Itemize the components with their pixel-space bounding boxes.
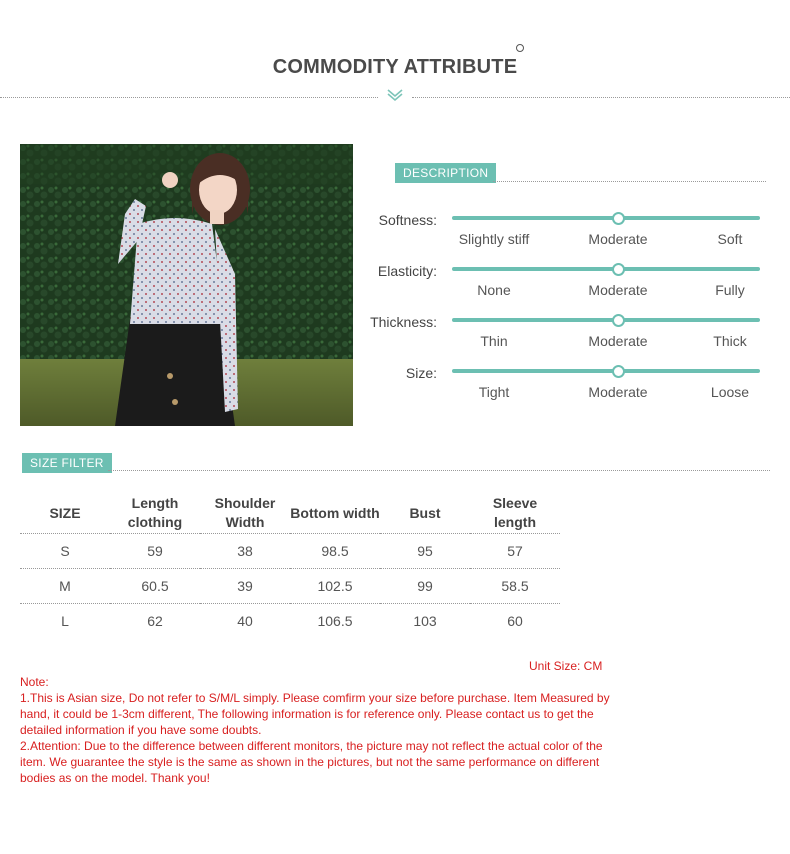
table-row [20, 534, 560, 569]
double-chevron-down-icon [386, 88, 404, 102]
description-tag: DESCRIPTION [395, 163, 496, 183]
table-cell: 40 [237, 613, 253, 629]
attribute-option-label: Soft [717, 231, 743, 247]
attribute-label: Thickness: [370, 314, 437, 330]
table-cell: 99 [380, 569, 470, 604]
attribute-option-label: Moderate [588, 231, 648, 247]
page-title: COMMODITY ATTRIBUTE [272, 56, 518, 78]
table-cell: 102.5 [290, 569, 380, 604]
attribute-label: Softness: [378, 212, 437, 228]
col-header-size: SIZE [20, 493, 110, 534]
attribute-scale-track [452, 369, 760, 373]
attribute-scale-track [452, 318, 760, 322]
table-cell: 59 [110, 534, 200, 569]
table-cell: S [20, 534, 110, 569]
table-row [20, 569, 560, 604]
table-cell: 57 [470, 534, 560, 569]
product-photo [20, 144, 353, 426]
table-cell: 58.5 [470, 569, 560, 604]
table-cell: 38 [200, 534, 290, 569]
table-cell: 103 [413, 613, 437, 629]
table-cell: 62 [147, 613, 163, 629]
header-divider-left [0, 97, 378, 98]
size-filter-divider [108, 470, 770, 471]
attribute-option-label: Moderate [588, 333, 648, 349]
attribute-scale-marker [612, 263, 625, 276]
table-row [20, 604, 560, 639]
attribute-option-label: Moderate [588, 282, 648, 298]
table-cell: 106.5 [317, 613, 353, 629]
note-title: Note: [20, 675, 49, 689]
note-line-2: 2.Attention: Due to the difference between different monitors, the picture may not reflect the actual color of the item. We guarantee the style is the same as shown in the pictures, but not the same performance on different bodies as on the model. Thank you! [20, 739, 603, 785]
note-block [20, 674, 610, 786]
table-cell: 60 [507, 613, 523, 629]
attribute-option-label: Thick [713, 333, 747, 349]
table-cell: 60.5 [110, 569, 200, 604]
col-header-shoulder-width: Shoulder Width [200, 493, 290, 534]
size-table [20, 493, 560, 638]
degree-mark-icon [516, 44, 524, 52]
col-header-length-clothing: Length clothing [110, 493, 200, 534]
attribute-option-label: Slightly stiff [458, 231, 530, 247]
attribute-scale-marker [612, 365, 625, 378]
attribute-option-label: Tight [478, 384, 510, 400]
attribute-label: Size: [405, 365, 437, 381]
attribute-option-label: Thin [480, 333, 508, 349]
attribute-scale-track [452, 267, 760, 271]
header-divider-right [412, 97, 790, 98]
attribute-option-label: None [477, 282, 511, 298]
col-header-bust: Bust [380, 493, 470, 534]
attribute-scale-marker [612, 314, 625, 327]
table-cell: 39 [200, 569, 290, 604]
table-cell: 98.5 [290, 534, 380, 569]
attribute-option-label: Moderate [588, 384, 648, 400]
unit-size-label: Unit Size: CM [529, 659, 603, 673]
table-cell: 95 [380, 534, 470, 569]
attribute-option-label: Loose [710, 384, 750, 400]
table-cell: L [61, 613, 69, 629]
col-header-sleeve-length: Sleeve length [470, 493, 560, 534]
size-filter-tag: SIZE FILTER [22, 453, 112, 473]
attribute-option-label: Fully [715, 282, 745, 298]
size-table-header-row [20, 493, 560, 534]
attribute-scale-track [452, 216, 760, 220]
attribute-scale-marker [612, 212, 625, 225]
col-header-bottom-width: Bottom width [290, 493, 380, 534]
note-line-1: 1.This is Asian size, Do not refer to S/M/L simply. Please comfirm your size before purchase. Item Measured by hand, it could be 1-3cm different, The following information is for reference only. Please contact us to get the detailed information if you have some doubts. [20, 691, 610, 737]
description-divider [493, 181, 766, 182]
table-cell: M [20, 569, 110, 604]
attribute-label: Elasticity: [377, 263, 437, 279]
